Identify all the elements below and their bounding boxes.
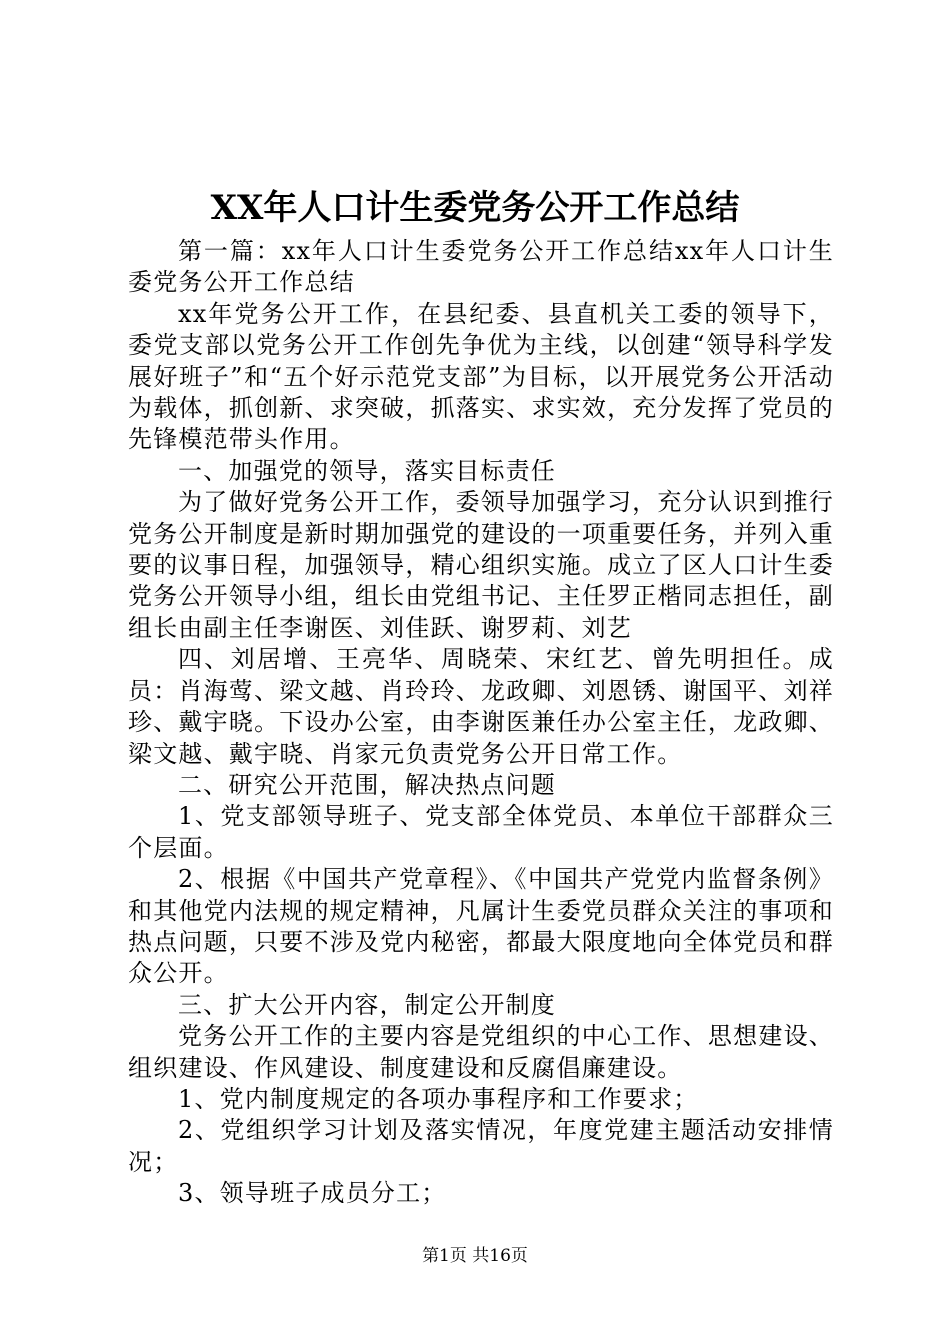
section-heading-3: 三、扩大公开内容，制定公开制度 — [178, 990, 556, 1019]
paragraph-leadership: 为了做好党务公开工作，委领导加强学习，充分认识到推行党务公开制度是新时期加强党的建设的一项重要任务，并列入重要的议事日程，加强领导，精心组织实施。成立了区人口计生委党务公开领导小组，组长由党组书记、主任罗正楷同志担任，副组长由副主任李谢医、刘佳跃、谢罗莉、刘艺 — [128, 488, 834, 642]
list-item-content-2: 2、党组织学习计划及落实情况，年度党建主题活动安排情况； — [128, 1116, 834, 1176]
list-item-scope-2: 2、根据《中国共产党章程》、《中国共产党党内监督条例》和其他党内法规的规定精神，凡属计生委党员群众关注的事项和热点问题，只要不涉及党内秘密，都最大限度地向全体党员和群众公开。 — [128, 865, 834, 988]
list-item-content-3: 3、领导班子成员分工； — [178, 1179, 447, 1208]
section-heading-1: 一、加强党的领导，落实目标责任 — [178, 456, 556, 485]
document-title: XX年人口计生委党务公开工作总结 — [210, 188, 740, 228]
paragraph-content: 党务公开工作的主要内容是党组织的中心工作、思想建设、组织建设、作风建设、制度建设和反腐倡廉建设。 — [128, 1022, 834, 1082]
page-number-footer: 第1页 共16页 — [422, 1246, 528, 1266]
paragraph-members: 四、刘居增、王亮华、周晓荣、宋红艺、曾先明担任。成员：肖海莺、梁文越、肖玲玲、龙政卿、刘恩锈、谢国平、刘祥珍、戴宇晓。下设办公室，由李谢医兼任办公室主任，龙政卿、梁文越、戴宇晓、肖家元负责党务公开日常工作。 — [128, 645, 834, 768]
list-item-scope-1: 1、党支部领导班子、党支部全体党员、本单位干部群众三个层面。 — [128, 802, 834, 862]
paragraph-summary: xx年党务公开工作，在县纪委、县直机关工委的领导下，委党支部以党务公开工作创先争优为主线，以创建“领导科学发展好班子”和“五个好示范党支部”为目标，以开展党务公开活动为载体，抓创新、求突破，抓落实、求实效，充分发挥了党员的先锋模范带头作用。 — [128, 299, 834, 454]
list-item-content-1: 1、党内制度规定的各项办事程序和工作要求； — [178, 1084, 699, 1113]
document-body — [128, 236, 834, 1210]
section-heading-2: 二、研究公开范围，解决热点问题 — [178, 770, 556, 799]
paragraph-intro-heading: 第一篇：xx年人口计生委党务公开工作总结xx年人口计生委党务公开工作总结 — [128, 237, 834, 297]
